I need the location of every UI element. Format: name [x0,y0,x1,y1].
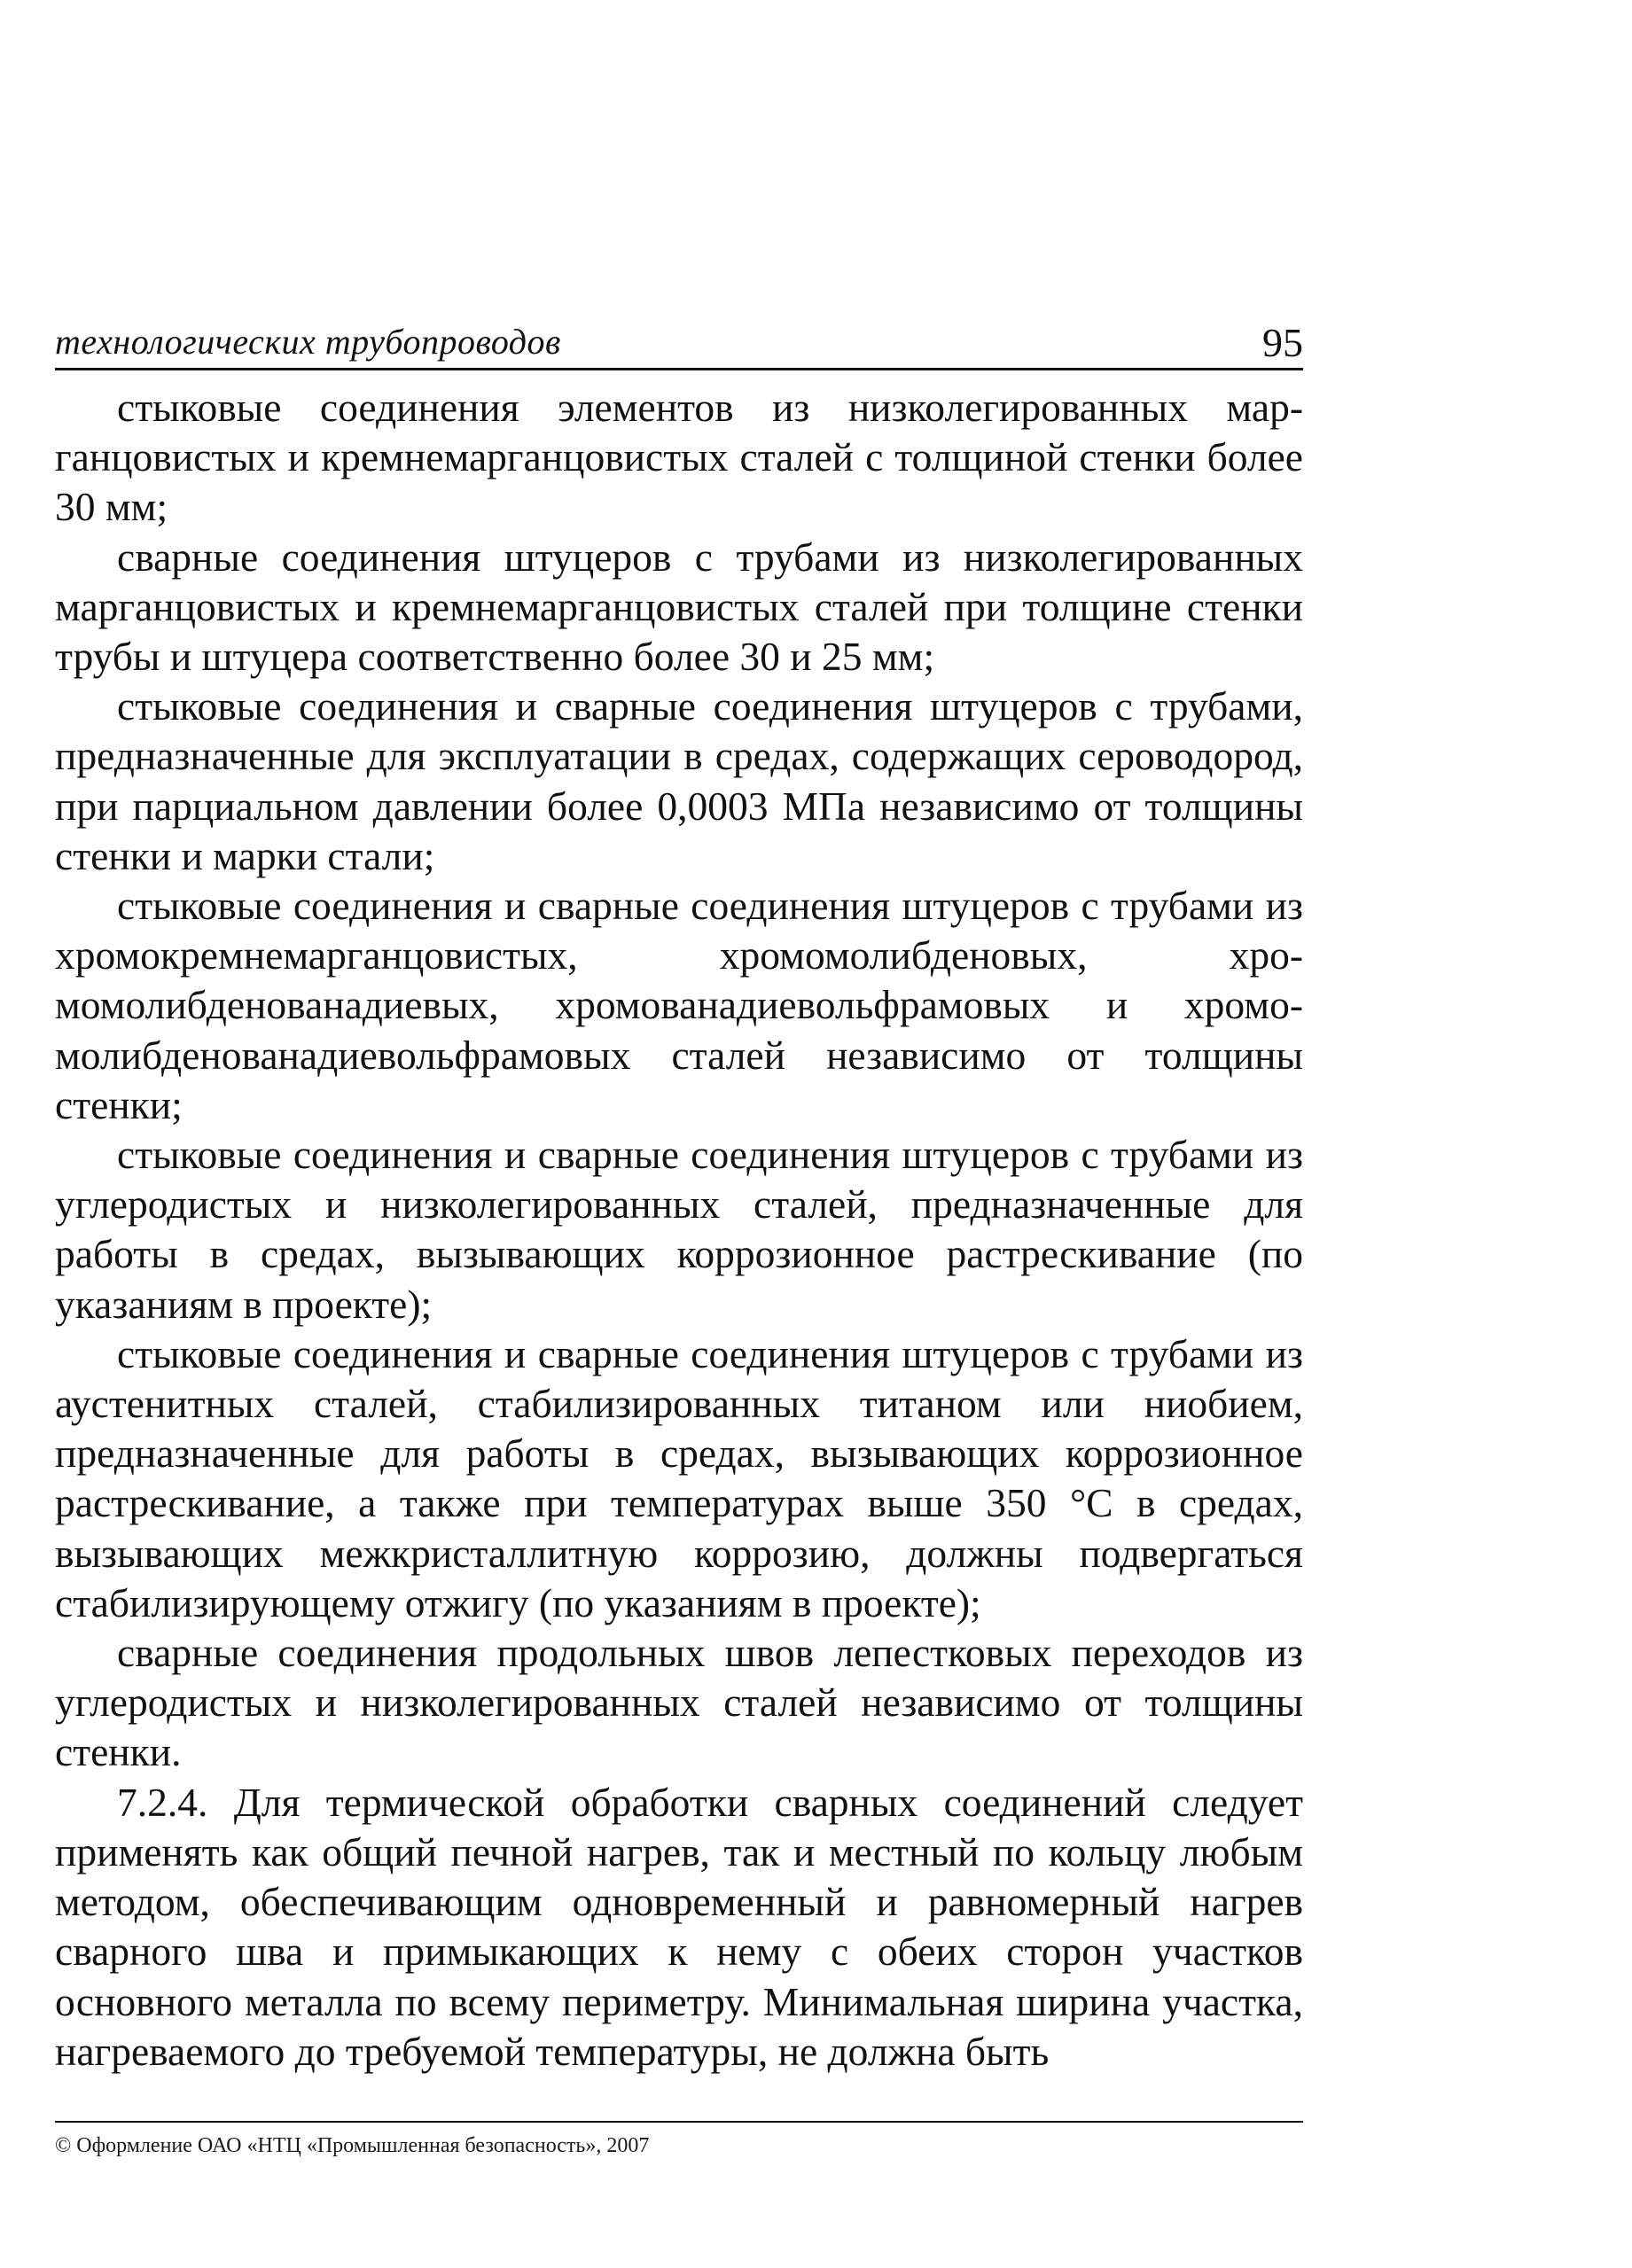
paragraph: стыковые соединения и сварные соединения штуцеров с трубами из углеродистых и низколегированных сталей, предназначенные для работы в средах, вызывающих коррозионное растрескивание (по указаниям в проекте); [55,1132,1303,1327]
footer-copyright: © Оформление ОАО «НТЦ «Промышленная безопасность», 2007 [55,2134,650,2157]
running-header [55,315,1303,370]
paragraph: сварные соединения штуцеров с трубами из низколегированных марганцовистых и кремнемарганцовистых сталей при толщине стенки трубы и штуцера соответственно более 30 и 25 мм; [55,534,1303,680]
paragraph: стыковые соединения и сварные соединения штуцеров с трубами, предназначенные для эксплуатации в средах, содержащих сероводород, при парциальном давлении более 0,0003 МПа независимо от толщины стенки и марки стали; [55,683,1303,878]
footer-divider [55,2121,1303,2123]
paragraph: стыковые соединения и сварные соединения штуцеров с трубами из аустенитных сталей, стабилизированных титаном или ниобием, предназначенные для работы в средах, вызывающих коррозионное растрескивание, а также при температурах выше 350 °С в средах, вызывающих межкристаллитную коррозию, должны подвергаться стабилизирующему отжигу (по указаниям в проекте); [55,1330,1303,1625]
running-header-title: технологических трубопроводов [55,322,561,362]
section-paragraph-7-2-4: 7.2.4. Для термической обработки сварных соединений следует применять как общий печной нагрев, так и местный по кольцу любым методом, обеспечивающим одновременный и равномерный нагрев сварного шва и примыкающих к нему с обеих сторон участков основного металла по всему периметру. Минимальная ширина участка, нагреваемого до требуемой температуры, не должна быть [55,1779,1303,2074]
paragraph: стыковые соединения и сварные соединения штуцеров с трубами из хромокремнемарганцовистых, хромомолибденовых, хромомолибденованадиевых, хромованадиевольфрамовых и хромомолибденованадиевольфрамовых сталей независимо от толщины стенки; [55,883,1303,1127]
body-text [55,383,1303,2077]
paragraph: сварные соединения продольных швов лепестковых переходов из углеродистых и низколегированных сталей независимо от толщины стенки. [55,1630,1303,1775]
page-number: 95 [1262,320,1303,365]
paragraph: стыковые соединения элементов из низколегированных марганцовистых и кремнемарганцовистых сталей с толщиной стенки более 30 мм; [55,385,1303,530]
